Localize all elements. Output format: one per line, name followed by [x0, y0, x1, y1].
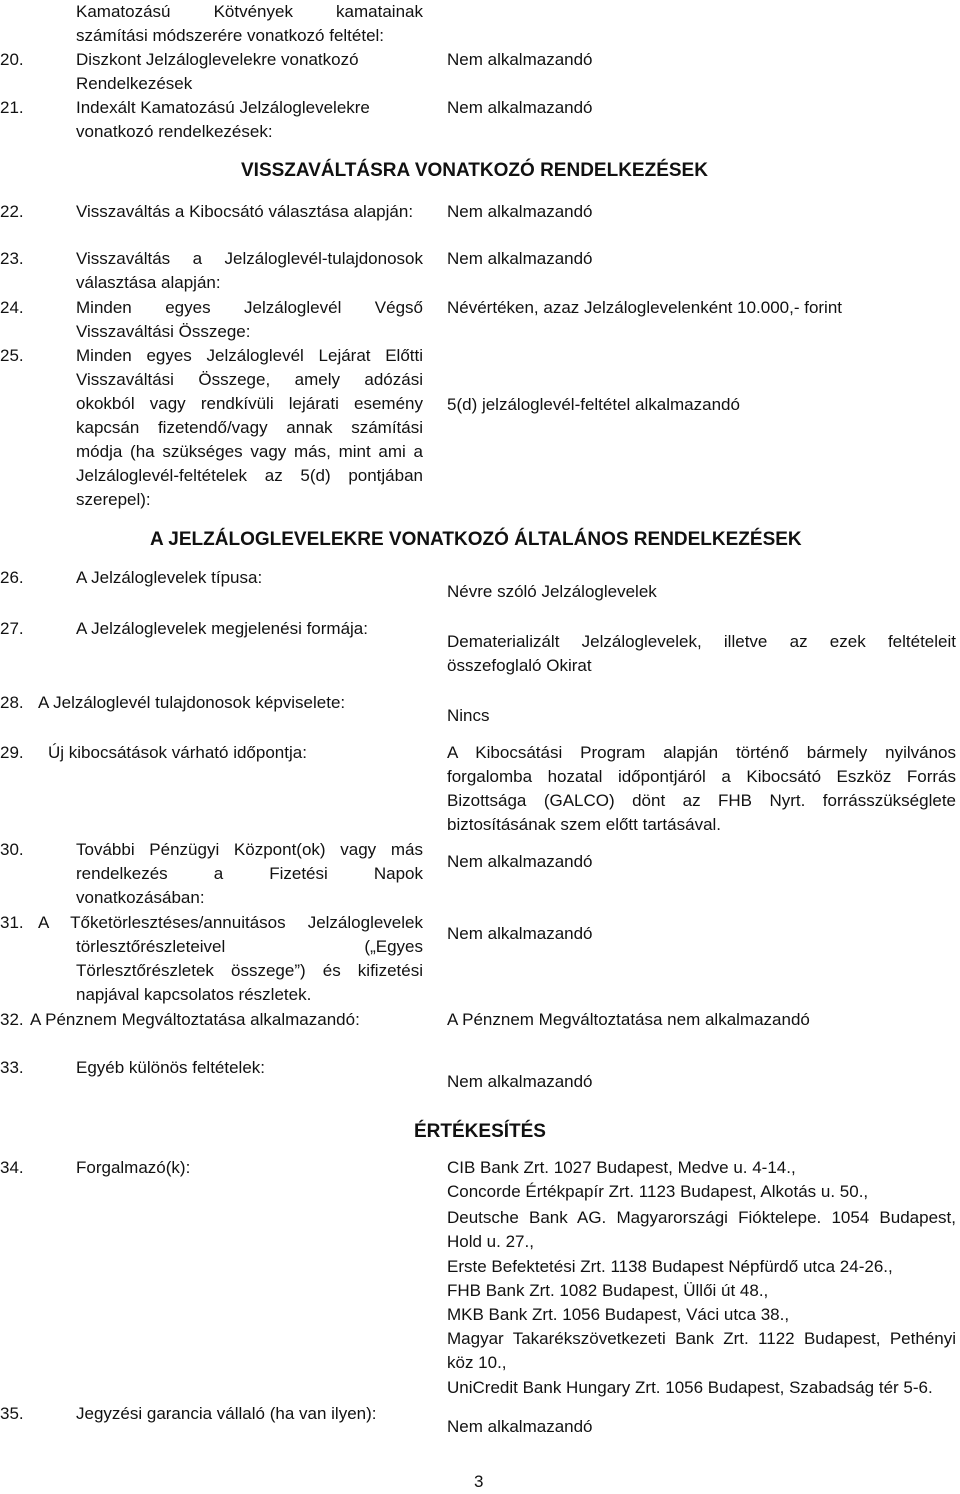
item-20-number: 20.: [0, 50, 24, 69]
item-35-label: Jegyzési garancia vállaló (ha van ilyen):: [76, 1404, 377, 1423]
item-28-value: Nincs: [447, 706, 490, 725]
item-25-label-line-6: Jelzáloglevél-feltételek az 5(d) pontjában: [76, 466, 423, 485]
item-35-number: 35.: [0, 1404, 24, 1423]
item-27-number: 27.: [0, 619, 24, 638]
item-33-value: Nem alkalmazandó: [447, 1072, 593, 1091]
item-26-value: Névre szóló Jelzáloglevelek: [447, 582, 657, 601]
item-29-label: Új kibocsátások várható időpontja:: [48, 743, 307, 762]
item-21-label-line-1: Indexált Kamatozású Jelzáloglevelekre: [76, 98, 370, 117]
item-24-label-line-2: Visszaváltási Összege:: [76, 322, 251, 341]
item-24-number: 24.: [0, 298, 24, 317]
item-34-value-line-3: Deutsche Bank AG. Magyarországi Fióktelepe. 1054 Budapest,: [447, 1208, 956, 1227]
item-34-value-line-2: Concorde Értékpapír Zrt. 1123 Budapest, Alkotás u. 50.,: [447, 1182, 869, 1201]
item-34-label: Forgalmazó(k):: [76, 1158, 191, 1177]
item-32-number: 32.: [0, 1010, 24, 1029]
item-20-label-line-2: Rendelkezések: [76, 74, 193, 93]
item-28-label: A Jelzáloglevél tulajdonosok képviselete:: [38, 693, 346, 712]
item-34-value-line-10: UniCredit Bank Hungary Zrt. 1056 Budapest, Szabadság tér 5-6.: [447, 1378, 933, 1397]
item-29-value-line-2: forgalomba hozatal időpontjáról a Kibocsátó Eszköz Forrás: [447, 767, 956, 786]
item-27-value-line-2: összefoglaló Okirat: [447, 656, 592, 675]
item-19-label-line-1: Kamatozású Kötvények kamatainak: [76, 2, 423, 21]
item-30-label-line-1: További Pénzügyi Központ(ok) vagy más: [76, 840, 423, 859]
item-30-label-line-3: vonatkozásában:: [76, 888, 205, 907]
item-32-label: A Pénznem Megváltoztatása alkalmazandó:: [30, 1010, 360, 1029]
item-31-label-line-1: A Tőketörlesztéses/annuitásos Jelzáloglevelek: [38, 913, 423, 932]
item-34-value-line-4: Hold u. 27.,: [447, 1232, 534, 1251]
item-29-value-line-4: biztosításának szem előtt tartásával.: [447, 815, 722, 834]
item-34-value-line-1: CIB Bank Zrt. 1027 Budapest, Medve u. 4-14.,: [447, 1158, 796, 1177]
item-20-value: Nem alkalmazandó: [447, 50, 593, 69]
item-31-label-line-3: Törlesztőrészletek összege”) és kifizetési: [76, 961, 423, 980]
item-30-label-line-2: rendelkezés a Fizetési Napok: [76, 864, 423, 883]
item-25-label-line-2: Visszaváltási Összege, amely adózási: [76, 370, 423, 389]
item-21-number: 21.: [0, 98, 24, 117]
item-34-value-line-6: FHB Bank Zrt. 1082 Budapest, Üllői út 48.,: [447, 1281, 769, 1300]
item-22-value: Nem alkalmazandó: [447, 202, 593, 221]
item-34-value-line-7: MKB Bank Zrt. 1056 Budapest, Váci utca 38.,: [447, 1305, 790, 1324]
section-heading-general: A JELZÁLOGLEVELEKRE VONATKOZÓ ÁLTALÁNOS RENDELKEZÉSEK: [150, 529, 802, 550]
item-25-number: 25.: [0, 346, 24, 365]
item-31-number: 31.: [0, 913, 24, 932]
item-23-number: 23.: [0, 249, 24, 268]
item-21-value: Nem alkalmazandó: [447, 98, 593, 117]
page-number: 3: [474, 1472, 484, 1491]
section-heading-redemption: VISSZAVÁLTÁSRA VONATKOZÓ RENDELKEZÉSEK: [241, 160, 708, 181]
item-32-value: A Pénznem Megváltoztatása nem alkalmazandó: [447, 1010, 810, 1029]
item-34-value-line-5: Erste Befektetési Zrt. 1138 Budapest Népfürdő utca 24-26.,: [447, 1257, 893, 1276]
item-25-label-line-4: kapcsán fizetendő/vagy annak számítási: [76, 418, 423, 437]
item-22-number: 22.: [0, 202, 24, 221]
item-25-label-line-5: módja (ha szükséges vagy más, mint ami a: [76, 442, 423, 461]
item-33-label: Egyéb különös feltételek:: [76, 1058, 266, 1077]
item-30-value: Nem alkalmazandó: [447, 852, 593, 871]
item-21-label-line-2: vonatkozó rendelkezések:: [76, 122, 273, 141]
item-22-label: Visszaváltás a Kibocsátó választása alapján:: [76, 202, 414, 221]
item-26-number: 26.: [0, 568, 24, 587]
item-34-number: 34.: [0, 1158, 24, 1177]
item-25-label-line-1: Minden egyes Jelzáloglevél Lejárat Előtti: [76, 346, 423, 365]
item-23-value: Nem alkalmazandó: [447, 249, 593, 268]
item-34-value-line-8: Magyar Takarékszövetkezeti Bank Zrt. 1122 Budapest, Pethényi: [447, 1329, 956, 1348]
item-31-label-line-2: törlesztőrészleteivel („Egyes: [76, 937, 423, 956]
item-31-label-line-4: napjával kapcsolatos részletek.: [76, 985, 312, 1004]
item-29-value-line-1: A Kibocsátási Program alapján történő bármely nyilvános: [447, 743, 956, 762]
item-20-label-line-1: Diszkont Jelzáloglevelekre vonatkozó: [76, 50, 359, 69]
item-27-value-line-1: Dematerializált Jelzáloglevelek, illetve az ezek feltételeit: [447, 632, 956, 651]
item-24-value: Névértéken, azaz Jelzáloglevelenként 10.000,- forint: [447, 298, 843, 317]
item-29-number: 29.: [0, 743, 24, 762]
item-25-value: 5(d) jelzáloglevél-feltétel alkalmazandó: [447, 395, 740, 414]
item-23-label-line-1: Visszaváltás a Jelzáloglevél-tulajdonosok: [76, 249, 423, 268]
item-25-label-line-7: szerepel):: [76, 490, 151, 509]
item-25-label-line-3: okokból vagy rendkívüli lejárati esemény: [76, 394, 423, 413]
item-30-number: 30.: [0, 840, 24, 859]
item-24-label-line-1: Minden egyes Jelzáloglevél Végső: [76, 298, 423, 317]
item-35-value: Nem alkalmazandó: [447, 1417, 593, 1436]
item-27-label: A Jelzáloglevelek megjelenési formája:: [76, 619, 368, 638]
item-29-value-line-3: Bizottsága (GALCO) dönt az FHB Nyrt. forrásszükséglete: [447, 791, 956, 810]
item-31-value: Nem alkalmazandó: [447, 924, 593, 943]
item-33-number: 33.: [0, 1058, 24, 1077]
item-19-label-line-2: számítási módszerére vonatkozó feltétel:: [76, 26, 385, 45]
item-28-number: 28.: [0, 693, 24, 712]
section-heading-sales: ÉRTÉKESÍTÉS: [414, 1121, 546, 1142]
item-23-label-line-2: választása alapján:: [76, 273, 221, 292]
item-26-label: A Jelzáloglevelek típusa:: [76, 568, 263, 587]
item-34-value-line-9: köz 10.,: [447, 1353, 507, 1372]
